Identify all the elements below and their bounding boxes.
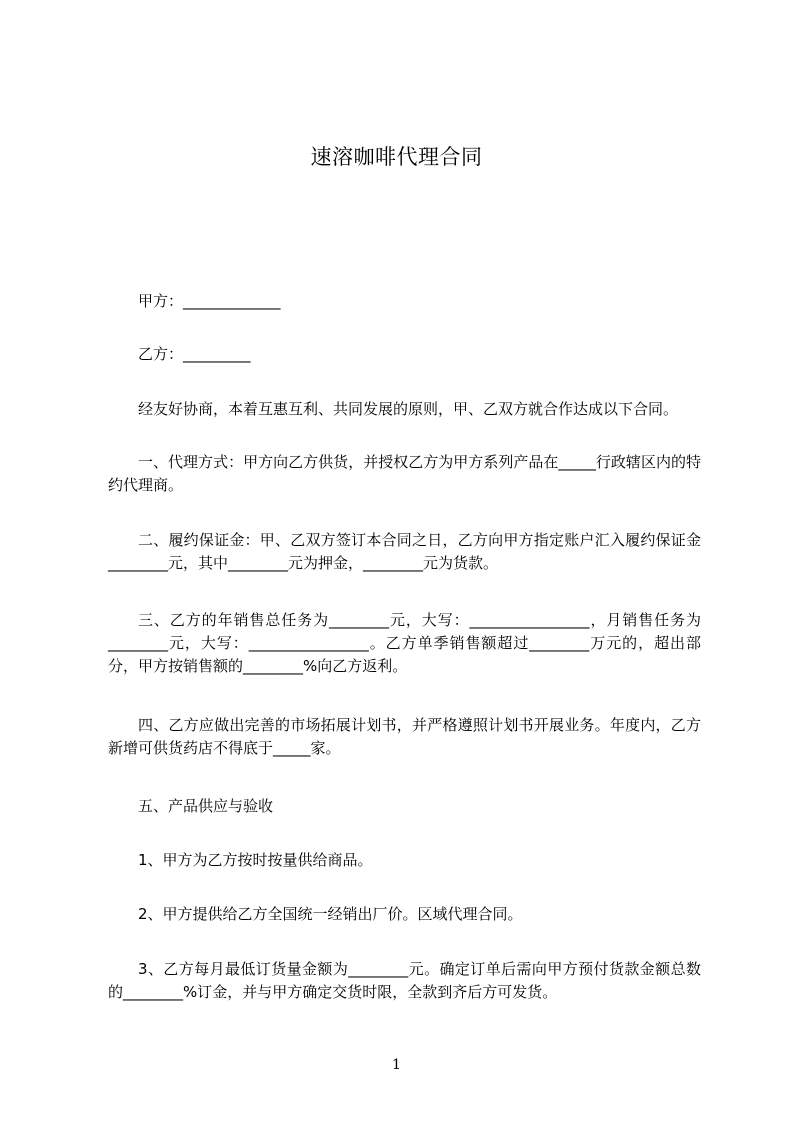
supply-item-2: 2、甲方提供给乙方全国统一经销出厂价。区域代理合同。: [138, 905, 523, 923]
intro-paragraph: 经友好协商，本着互惠互利、共同发展的原则，甲、乙双方就合作达成以下合同。: [138, 400, 679, 418]
party-b-line: 乙方：_________: [138, 345, 251, 363]
clause-2-performance-deposit: 二、履约保证金：甲、乙双方签订本合同之日，乙方向甲方指定账户汇入履约保证金________元，其中________元为押金，________元为货款。: [108, 531, 701, 572]
document-title: 速溶咖啡代理合同: [310, 145, 483, 169]
party-a-line: 甲方：_____________: [138, 292, 281, 310]
supply-item-3: 3、乙方每月最低订货量金额为________元。确定订单后需向甲方预付货款金额总数的________%订金，并与甲方确定交货时限，全款到齐后方可发货。: [108, 960, 701, 1001]
page-number: 1: [392, 1057, 401, 1073]
clause-5-heading: 五、产品供应与验收: [138, 797, 274, 815]
clause-3-sales-targets: 三、乙方的年销售总任务为________元，大写：________________，月销售任务为________元，大写：________________。乙方单季销售额超过________万元的，超出部分，甲方按销售额的________%向乙方返利。: [108, 611, 701, 675]
clause-1-agency-method: 一、代理方式：甲方向乙方供货，并授权乙方为甲方系列产品在_____行政辖区内的特约代理商。: [108, 453, 701, 494]
supply-item-1: 1、甲方为乙方按时按量供给商品。: [138, 851, 373, 869]
clause-4-market-plan: 四、乙方应做出完善的市场拓展计划书，并严格遵照计划书开展业务。年度内，乙方新增可供货药店不得底于_____家。: [108, 716, 701, 757]
